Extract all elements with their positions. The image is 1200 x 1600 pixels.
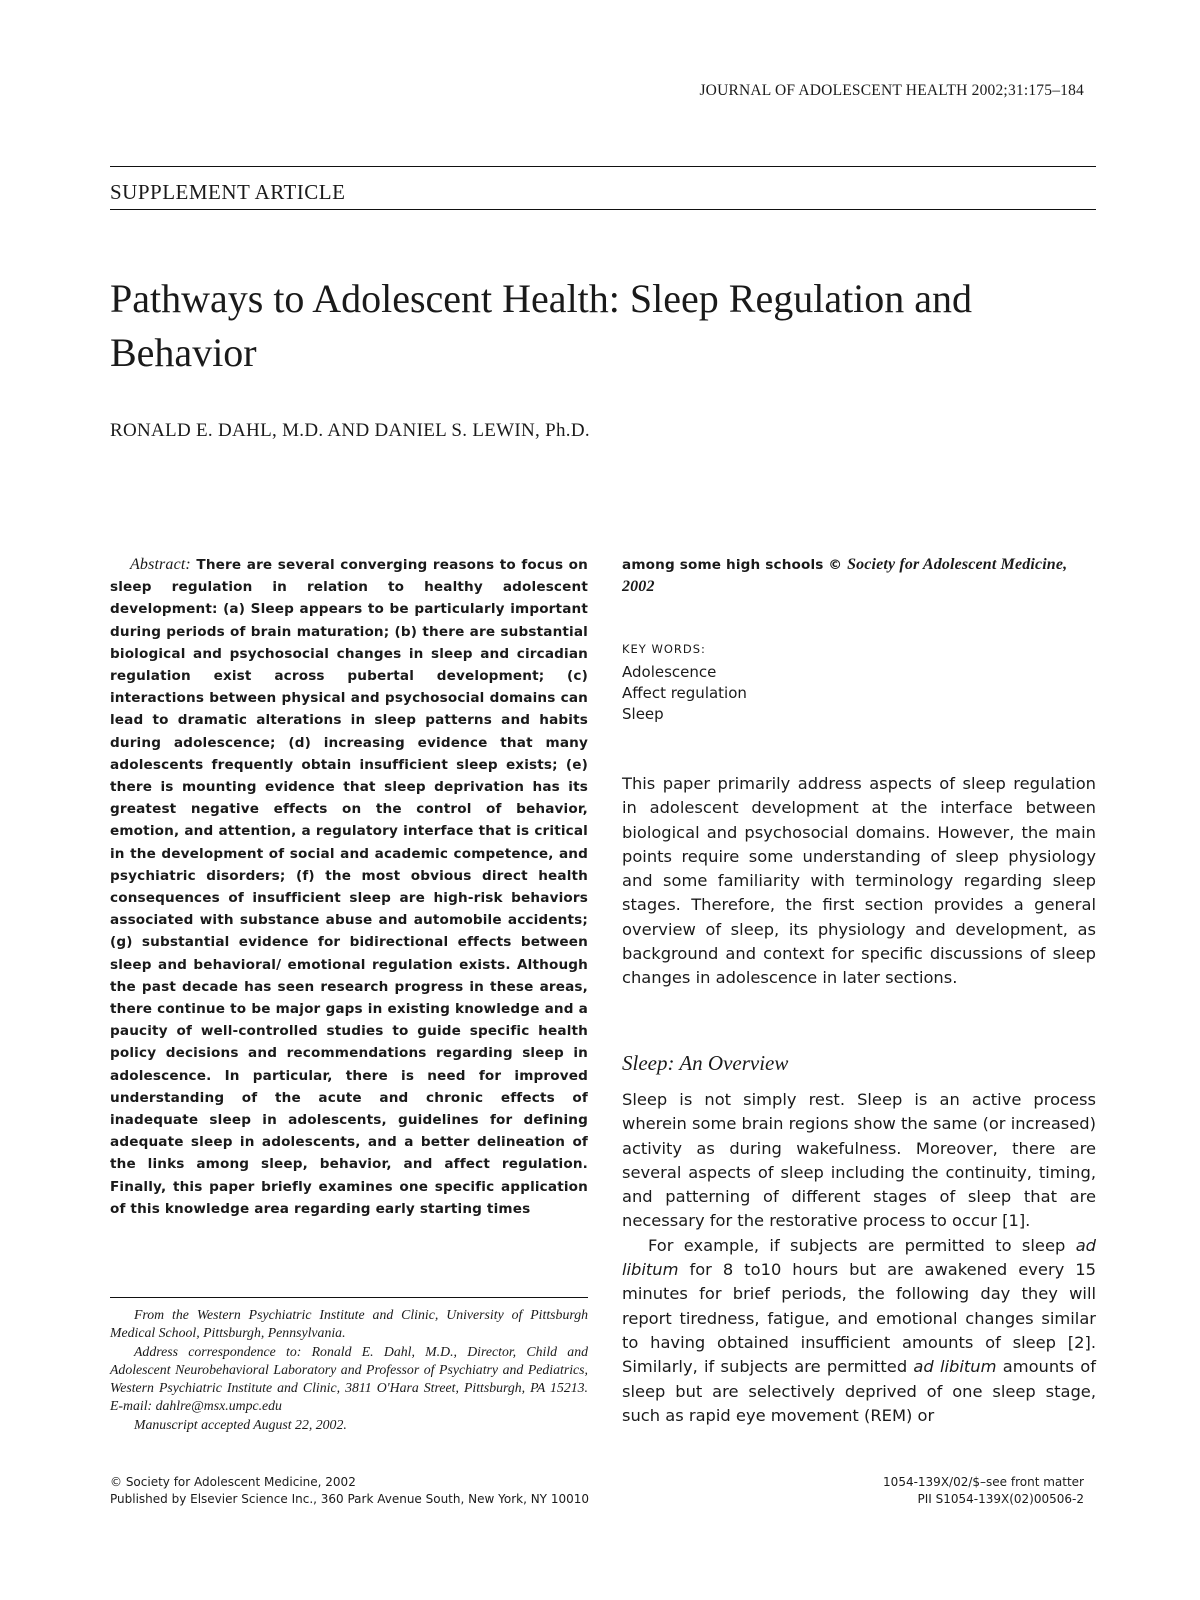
abstract-continuation (622, 554, 1096, 598)
keyword-item: Sleep (622, 705, 664, 723)
intro-paragraph: This paper primarily address aspects of sleep regulation in adolescent development at the interface between biological and psychosocial domains. However, the main points require some understanding of sleep physiology and some familiarity with terminology regarding sleep stages. Therefore, the first section provides a general overview of sleep, its physiology and development, as background and context for specific discussions of sleep changes in adolescence in later sections. (622, 774, 1096, 988)
keywords-heading: KEY WORDS: (622, 642, 706, 656)
overview-paragraph-2 (622, 1234, 1096, 1428)
section-heading-overview: Sleep: An Overview (622, 1051, 789, 1075)
keyword-item: Adolescence (622, 663, 717, 681)
section-label: SUPPLEMENT ARTICLE (110, 180, 346, 204)
overview-p2-italic-1: ad libitum (622, 1235, 1096, 1280)
footer-copyright: © Society for Adolescent Medicine, 2002 (110, 1475, 356, 1489)
abstract-lead: Abstract: (130, 556, 191, 573)
running-head: JOURNAL OF ADOLESCENT HEALTH 2002;31:175–184 (699, 82, 1084, 99)
keywords-list (622, 662, 747, 725)
overview-paragraph-1: Sleep is not simply rest. Sleep is an active process wherein some brain regions show the same (or increased) activity as during wakefulness. Moreover, there are several aspects of sleep including the continuity, timing, and patterning of different stages of sleep that are necessary for the restorative process to occur [1]. (622, 1090, 1096, 1231)
footer-right (883, 1474, 1084, 1508)
overview-p2-italic-2: ad libitum (913, 1357, 997, 1377)
footnote-correspondence: Address correspondence to: Ronald E. Dahl, M.D., Director, Child and Adolescent Neurobehavioral Laboratory and Professor of Psychiatry and Pediatrics, Western Psychiatric Institute and Clinic, 3811 O'Hara Street, Pittsburgh, PA 15213. E-mail: dahlre@msx.umpc.edu (110, 1343, 588, 1414)
author-line: RONALD E. DAHL, M.D. AND DANIEL S. LEWIN, Ph.D. (110, 420, 590, 441)
overview-p2-text-b: for 8 to10 hours but are awakened every 15 minutes for brief periods, the following day they will report tiredness, fatigue, and emotional changes similar to having obtained insufficient amounts of sleep [2]. Similarly, if subjects are permitted (622, 1260, 1096, 1377)
overview-section (622, 1088, 1096, 1428)
footnote-accepted: Manuscript accepted August 22, 2002. (134, 1416, 347, 1432)
overview-p2-text-a: For example, if subjects are permitted to sleep (648, 1235, 1066, 1255)
abstract-body: There are several converging reasons to focus on sleep regulation in relation to healthy adolescent development: (a) Sleep appears to be particularly important during periods of brain maturation; (b) there are substantial biological and psychosocial changes in sleep and circadian regulation exist across pubertal development; (c) interactions between physical and psychosocial domains can lead to dramatic alterations in sleep patterns and habits during adolescence; (d) increasing evidence that many adolescents frequently obtain insufficient sleep exists; (e) there is mounting evidence that sleep deprivation has its greatest negative effects on the control of behavior, emotion, and attention, a regulatory interface that is critical in the development of social and academic competence, and psychiatric disorders; (f) the most obvious direct health consequences of insufficient sleep are high-risk behaviors associated with substance abuse and automobile accidents; (g) substantial evidence for bidirectional effects between sleep and behavioral/ emotional regulation exists. Although the past decade has seen research progress in these areas, there continue to be major gaps in existing knowledge and a paucity of well-controlled studies to guide specific health policy decisions and recommendations regarding sleep in adolescence. In particular, there is need for improved understanding of the acute and chronic effects of inadequate sleep in adolescents, guidelines for defining adequate sleep in adolescents, and a better delineation of the links among sleep, behavior, and affect regulation. Finally, this paper briefly examines one specific application of this knowledge area regarding early starting times (110, 557, 588, 1217)
footnotes (110, 1306, 588, 1434)
abstract-tail-text: among some high schools © (622, 557, 843, 573)
footer-pii: PII S1054-139X(02)00506-2 (917, 1492, 1084, 1506)
article-title: Pathways to Adolescent Health: Sleep Regulation and Behavior (110, 276, 973, 375)
footnote-rule (110, 1297, 588, 1298)
footer-left (110, 1474, 589, 1508)
abstract-society: Society for Adolescent Medicine, 2002 (622, 556, 1068, 596)
footer-publisher: Published by Elsevier Science Inc., 360 Park Avenue South, New York, NY 10010 (110, 1492, 589, 1506)
overview-p2-text-c: amounts of sleep but are selectively deprived of one sleep stage, such as rapid eye movement (REM) or (622, 1357, 1096, 1425)
footnote-affiliation: From the Western Psychiatric Institute and Clinic, University of Pittsburgh Medical School, Pittsburgh, Pennsylvania. (110, 1307, 588, 1341)
intro-section (622, 772, 1096, 991)
header-rule-bottom (110, 209, 1096, 210)
keyword-item: Affect regulation (622, 684, 747, 702)
header-rule-top (110, 166, 1096, 167)
footer-issn: 1054-139X/02/$–see front matter (883, 1475, 1084, 1489)
abstract (110, 554, 588, 1220)
